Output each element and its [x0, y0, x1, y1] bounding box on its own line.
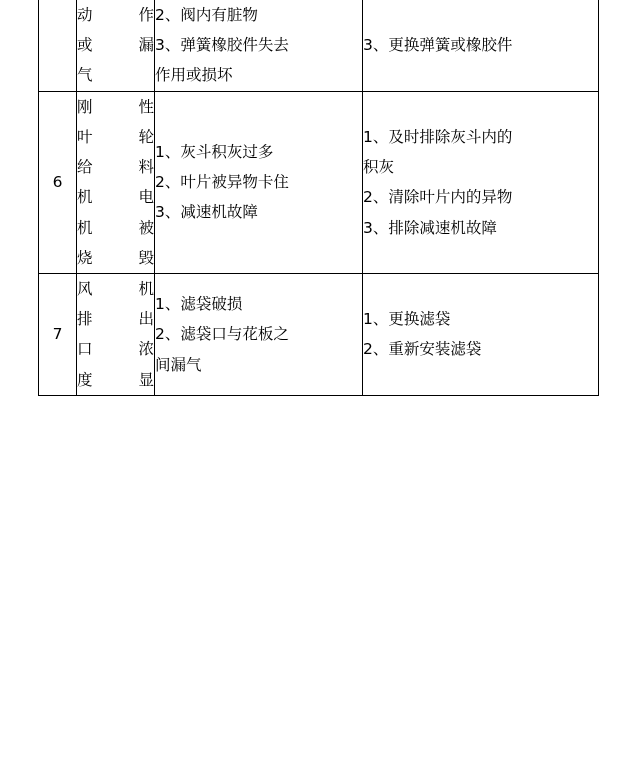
cause-cell [155, 0, 363, 91]
fix-cell [363, 91, 599, 273]
symptom-line: 气 [77, 66, 93, 85]
cause-line: 作用或损坏 [155, 66, 233, 85]
row-number-cell [39, 91, 77, 273]
cause-cell [155, 91, 363, 273]
cause-cell [155, 273, 363, 395]
fix-cell [363, 0, 599, 91]
fix-line: 2、清除叶片内的异物 [363, 188, 513, 207]
cause-line: 3、弹簧橡胶件失去 [155, 36, 289, 55]
symptom-line: 排 出 [77, 310, 154, 329]
table-row [39, 273, 599, 395]
symptom-line: 风 机 [77, 279, 154, 298]
fix-cell [363, 273, 599, 395]
cause-line: 1、灰斗积灰过多 [155, 142, 274, 161]
symptom-line: 给 料 [77, 158, 154, 177]
row-number-cell [39, 273, 77, 395]
cause-line: 2、阀内有脏物 [155, 6, 258, 24]
symptom-line: 口 浓 [77, 340, 154, 359]
table-row [39, 0, 599, 91]
cause-line: 3、减速机故障 [155, 203, 258, 222]
symptom-line: 或 漏 [77, 36, 154, 55]
row-number: 6 [52, 173, 63, 192]
fix-line: 积灰 [363, 158, 395, 177]
symptom-line: 烧毁 [77, 248, 154, 267]
symptom-line: 机 电 [77, 188, 154, 207]
symptom-line: 刚 性 [77, 97, 154, 116]
fix-line: 3、更换弹簧或橡胶件 [363, 36, 513, 55]
symptom-line: 机 被 [77, 218, 154, 237]
fix-line: 1、更换滤袋 [363, 310, 451, 329]
cause-line: 1、滤袋破损 [155, 295, 243, 314]
fix-line: 3、排除减速机故障 [363, 218, 497, 237]
symptom-line: 叶 轮 [77, 127, 154, 146]
row-number: 7 [52, 325, 63, 344]
symptom-cell [77, 0, 155, 91]
fix-line: 1、及时排除灰斗内的 [363, 127, 513, 146]
symptom-cell [77, 91, 155, 273]
cause-line: 间漏气 [155, 355, 202, 374]
row-number-cell [39, 0, 77, 91]
fix-line: 2、重新安装滤袋 [363, 340, 482, 359]
cause-line: 2、滤袋口与花板之 [155, 325, 289, 344]
symptom-line: 度 显 [77, 370, 154, 389]
symptom-line: 动 作 [77, 6, 154, 24]
symptom-cell [77, 273, 155, 395]
fault-troubleshooting-table [38, 0, 599, 396]
cause-line: 2、叶片被异物卡住 [155, 173, 289, 192]
table-row [39, 91, 599, 273]
